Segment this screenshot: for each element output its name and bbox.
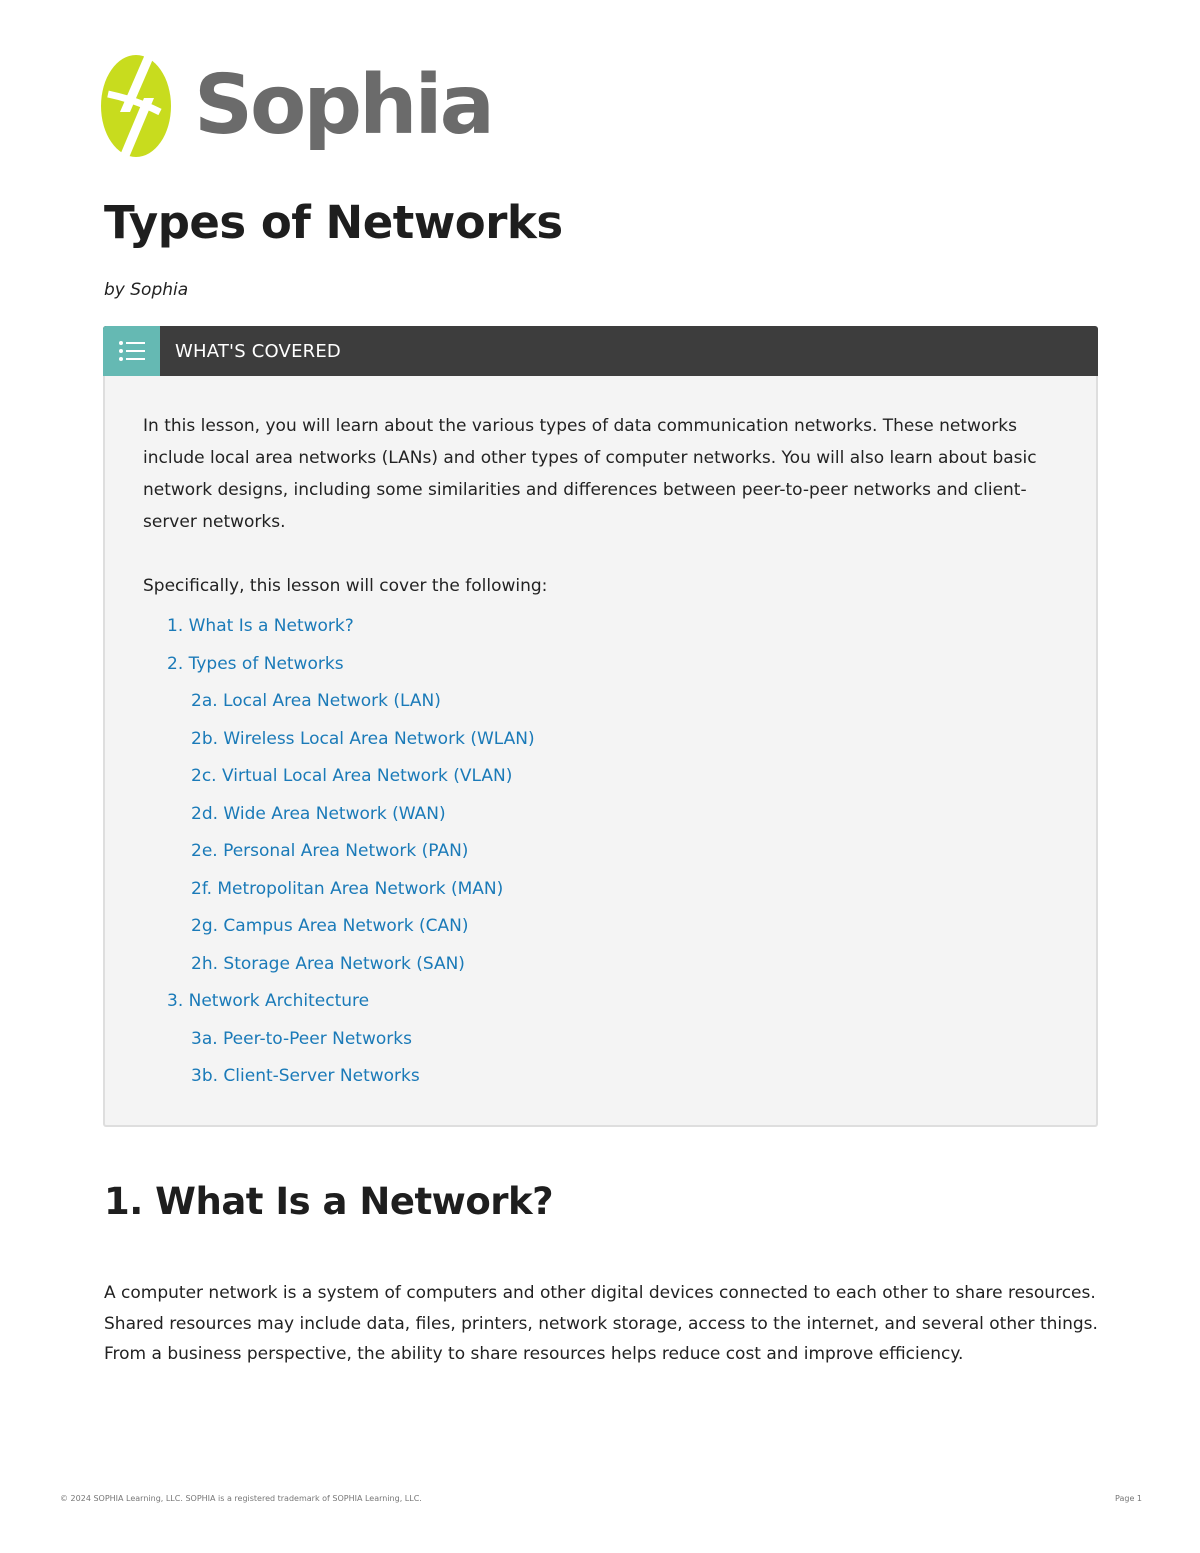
toc-item [143,683,1063,721]
whats-covered-header [103,326,1098,376]
whats-covered-panel [103,326,1098,1127]
section-paragraph: A computer network is a system of computers and other digital devices connected to each other to share resources. Shared resources may include data, files, printers, network storage, access to the internet, and several other things. From a business perspective, the ability to share resources helps reduce cost and improve efficiency. [104,1283,1098,1364]
sophia-mark-icon [100,54,172,158]
whats-covered-title: WHAT'S COVERED [175,340,341,362]
toc-item [143,1058,1063,1096]
footer-copyright: © 2024 SOPHIA Learning, LLC. SOPHIA is a registered trademark of SOPHIA Learning, LLC. [60,1494,422,1503]
toc-item [143,908,1063,946]
toc-link[interactable]: 2e. Personal Area Network (PAN) [191,841,469,861]
brand-wordmark: Sophia [194,58,492,153]
toc-item [143,983,1063,1021]
toc-link[interactable]: 2a. Local Area Network (LAN) [191,691,441,711]
toc-lead: Specifically, this lesson will cover the following: [143,576,548,596]
toc-link[interactable]: 3. Network Architecture [167,991,370,1011]
toc-item [143,871,1063,909]
toc-link[interactable]: 1. What Is a Network? [167,616,354,636]
byline: by Sophia [104,280,189,300]
toc-link[interactable]: 2g. Campus Area Network (CAN) [191,916,469,936]
toc-link[interactable]: 2c. Virtual Local Area Network (VLAN) [191,766,513,786]
toc-link[interactable]: 2. Types of Networks [167,653,344,674]
page-title: Types of Networks [104,196,563,249]
toc-item [143,833,1063,871]
toc-item [143,721,1063,759]
footer-page-number: Page 1 [1115,1494,1142,1503]
toc-link[interactable]: 2f. Metropolitan Area Network (MAN) [191,878,504,899]
intro-paragraph: In this lesson, you will learn about the various types of data communication networks. These networks include local area networks (LANs) and other types of computer networks. You will also learn about basic network designs, including some similarities and differences between peer-to-peer networks and client-server networks. [143,416,1037,532]
toc-item [143,646,1063,684]
toc-item [143,796,1063,834]
toc-item [143,608,1063,646]
toc-link[interactable]: 3a. Peer-to-Peer Networks [191,1028,412,1049]
toc-link[interactable]: 2h. Storage Area Network (SAN) [191,953,465,974]
whats-covered-body [143,410,1063,1096]
toc-item [143,758,1063,796]
toc-link[interactable]: 2d. Wide Area Network (WAN) [191,803,446,824]
list-icon [103,326,160,376]
toc-link[interactable]: 3b. Client-Server Networks [191,1066,420,1086]
table-of-contents [143,608,1063,1096]
section-heading: 1. What Is a Network? [104,1180,554,1223]
sophia-logo [100,54,492,158]
toc-item [143,946,1063,984]
toc-item [143,1021,1063,1059]
toc-link[interactable]: 2b. Wireless Local Area Network (WLAN) [191,728,535,749]
